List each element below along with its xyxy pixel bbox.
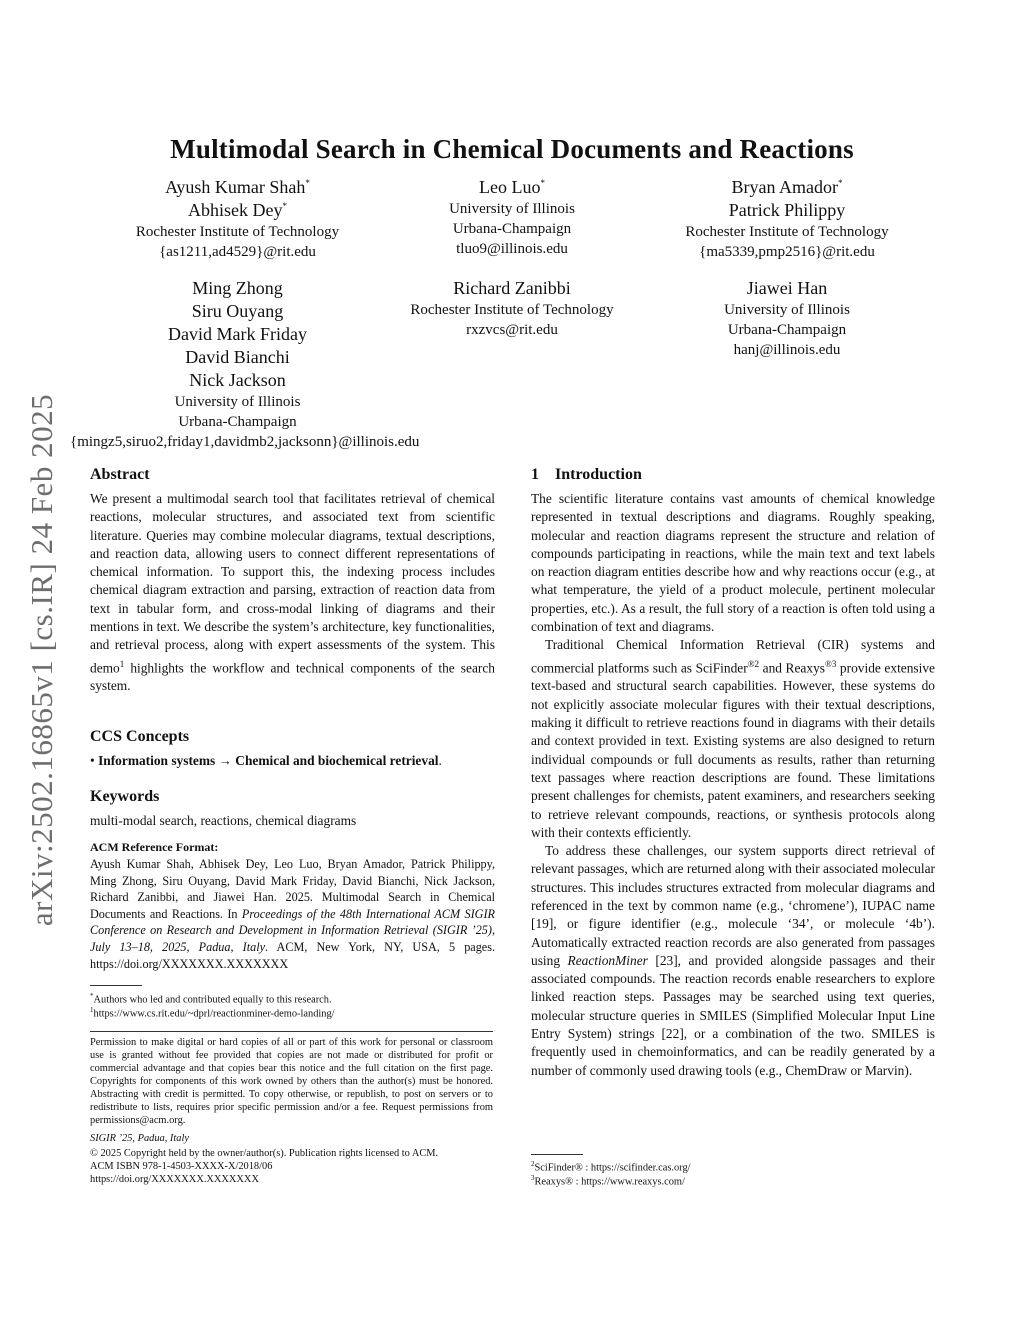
- affiliation: Rochester Institute of Technology: [685, 224, 889, 240]
- author-name: David Mark Friday: [168, 324, 307, 344]
- affiliation: Rochester Institute of Technology: [410, 302, 614, 318]
- intro-paragraph: The scientific literature contains vast amounts of chemical knowledge represented in textual descriptions and diagrams. Roughly speaking, molecular and reaction diagrams represent the structure and relation of compounds participating in reactions, while the main text and text labels on reaction diagram entities describe how and why reactions occur (e.g., at what temperature, the yield of a product molecule, pertinent molecular properties, etc.). As a result, the full story of a reaction is often told using a combination of text and diagrams.: [531, 491, 935, 635]
- keywords-text: multi-modal search, reactions, chemical diagrams: [90, 813, 357, 828]
- footnote-2: $^2$SciFinder® : https://scifinder.cas.org/: [531, 1160, 691, 1174]
- author-email: hanj@illinois.edu: [733, 342, 841, 358]
- author-group-1: Ayush Kumar Shah* Abhisek Dey* Rochester Institute of Technology {as1211,ad4529}@rit.edu: [90, 176, 385, 262]
- footnote-star: *Authors who led and contributed equally to this research.: [90, 992, 332, 1006]
- footnote-3: $^3$Reaxys® : https://www.reaxys.com/: [531, 1174, 685, 1188]
- author-name: Nick Jackson: [189, 370, 286, 390]
- arxiv-stamp-text: arXiv:2502.16865v1 [cs.IR] 24 Feb 2025: [24, 393, 59, 927]
- footnote-rule-right: [531, 1154, 583, 1155]
- isbn-line: ACM ISBN 978-1-4503-XXXX-X/2018/06: [90, 1161, 273, 1172]
- footnote-1: $^1$https://www.cs.rit.edu/~dprl/reactionminer-demo-landing/: [90, 1006, 335, 1020]
- intro-paragraph: To address these challenges, our system supports direct retrieval of relevant passages, which are returned along with their associated molecular structures. This includes structures extracted from molecular diagrams and referenced in the text by common name (e.g., ‘chromene’), IUPAC name [19], or figure identifier (e.g., molecule ‘34’, or molecule ‘4b’). Automatically extracted reaction records are also generated from passages using ReactionMiner [23], and provided alongside passages and their associated compounds. The reaction records enable researchers to explore linked reaction steps. Passages may be searched using text queries, molecular structure queries in SMILES (Simplified Molecular Input Line Entry System) strings [22], or a combination of the two. SMILES is frequently used in chemoinformatics, and can be readily generated by a number of commonly used drawing tools (e.g., ChemDraw or Marvin).: [531, 843, 935, 1078]
- author-name: Leo Luo: [479, 177, 541, 197]
- author-name: Ayush Kumar Shah: [165, 177, 306, 197]
- intro-paragraph: Traditional Chemical Information Retrieval (CIR) systems and commercial platforms such as SciFinder$^{®2}$ and Reaxys$^{®3}$ provide extensive text-based and structural search capabilities. However, these systems do not explicitly associate molecular figures with their textual descriptions, making it difficult to retrieve reactions found in diagrams with their details and context provided in text. Existing systems are also designed to return individual compounds or full documents as results, rather than returning text passages where reaction descriptions are found. These limitations present challenges for chemists, patent examiners, and researchers seeking to retrieve relevant compounds, reactions, or synthesis protocols along with their contexts efficiently.: [531, 637, 935, 840]
- permission-text: Permission to make digital or hard copies of all or part of this work for personal or classroom use is granted without fee provided that copies are not made or distributed for profit or commercial advantage and that copies bear this notice and the full citation on the first page. Copyrights for components of this work owned by others than the author(s) must be honored. Abstracting with credit is permitted. To copy otherwise, or republish, to post on servers or to redistribute to lists, requires prior specific permission and/or a fee. Request permissions from permissions@acm.org.: [90, 1037, 493, 1126]
- doi-line: https://doi.org/XXXXXXX.XXXXXXX: [90, 1174, 259, 1185]
- author-email: {mingz5,siruo2,friday1,davidmb2,jacksonn}@illinois.edu: [70, 434, 420, 450]
- author-name: Siru Ouyang: [191, 301, 284, 321]
- ccs-heading: CCS Concepts: [90, 728, 190, 745]
- author-group-6: [640, 277, 934, 360]
- author-email: tluo9@illinois.edu: [456, 241, 568, 257]
- affiliation: University of Illinois: [174, 394, 301, 410]
- arxiv-stamp: [12, 368, 72, 952]
- author-email: {ma5339,pmp2516}@rit.edu: [699, 244, 875, 260]
- affiliation: Urbana-Champaign: [727, 322, 847, 338]
- author-name: Bryan Amador: [731, 177, 838, 197]
- introduction-body: [531, 490, 935, 1080]
- keywords-heading: Keywords: [90, 788, 160, 805]
- permission-rule: [90, 1031, 493, 1032]
- author-name: Jiawei Han: [746, 278, 828, 298]
- affiliation: University of Illinois: [724, 302, 850, 318]
- author-email: rxzvcs@rit.edu: [466, 322, 558, 338]
- ccs-item: • Information systems → Chemical and biochemical retrieval.: [90, 753, 442, 768]
- permission-venue: SIGIR ’25, Padua, Italy: [90, 1133, 189, 1144]
- affiliation: University of Illinois: [449, 201, 575, 217]
- paper-title: Multimodal Search in Chemical Documents and Reactions: [170, 134, 854, 164]
- author-email: {as1211,ad4529}@rit.edu: [159, 244, 316, 260]
- author-name: Richard Zanibbi: [453, 278, 571, 298]
- author-name: Ming Zhong: [192, 278, 283, 298]
- author-group-5: [380, 277, 644, 340]
- author-group-2: Leo Luo* University of Illinois Urbana-Champaign tluo9@illinois.edu: [380, 176, 644, 259]
- author-name: Patrick Philippy: [728, 200, 846, 220]
- author-name: David Bianchi: [185, 347, 290, 367]
- affiliation: Urbana-Champaign: [178, 414, 297, 430]
- introduction-heading: 1 Introduction: [531, 466, 642, 483]
- copyright-line: © 2025 Copyright held by the owner/author(s). Publication rights licensed to ACM.: [90, 1148, 439, 1159]
- abstract-heading: Abstract: [90, 466, 150, 483]
- reference-body: Ayush Kumar Shah, Abhisek Dey, Leo Luo, Bryan Amador, Patrick Philippy, Ming Zhong, Siru Ouyang, David Mark Friday, David Bianchi, Nick Jackson, Richard Zanibbi, and Jiawei Han. 2025. Multimodal Search in Chemical Documents and Reactions. In Proceedings of the 48th International ACM SIGIR Conference on Research and Development in Information Retrieval (SIGIR ’25), July 13–18, 2025, Padua, Italy. ACM, New York, NY, USA, 5 pages. https://doi.org/XXXXXXX.XXXXXXX: [90, 857, 495, 971]
- author-group-4: [70, 277, 420, 452]
- abstract-body: We present a multimodal search tool that facilitates retrieval of chemical reactions, molecular structures, and associated text from scientific literature. Queries may combine molecular diagrams, textual descriptions, and reaction data, allowing users to connect different representations of chemical information. To support this, the indexing process includes chemical diagram extraction and parsing, extraction of reaction data from text in tabular form, and cross-modal linking of diagrams and their mentions in text. We describe the system’s architecture, key functionalities, and retrieval process, along with expert assessments of the system. This demo$^1$ highlights the workflow and technical components of the search system.: [90, 491, 495, 694]
- author-group-3: Bryan Amador* Patrick Philippy Rochester Institute of Technology {ma5339,pmp2516}@rit.edu: [640, 176, 934, 262]
- affiliation: Urbana-Champaign: [452, 221, 572, 237]
- author-name: Abhisek Dey: [188, 200, 283, 220]
- affiliation: Rochester Institute of Technology: [135, 224, 340, 240]
- footnote-rule: [90, 985, 142, 986]
- reference-heading: ACM Reference Format:: [90, 840, 219, 854]
